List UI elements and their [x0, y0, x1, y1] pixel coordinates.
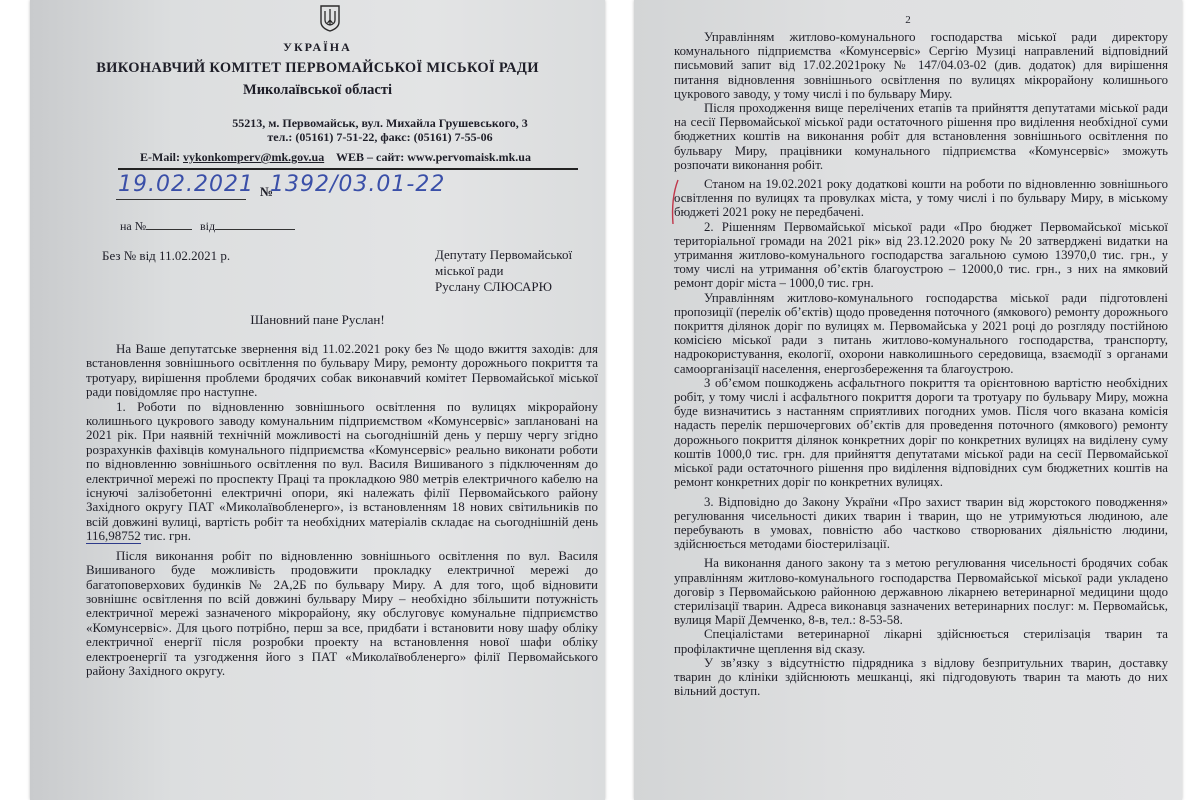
handwritten-date: 19.02.2021 — [118, 172, 254, 197]
letterhead-divider — [118, 168, 578, 170]
trident-emblem-icon — [318, 4, 342, 32]
country-heading: УКРАЇНА — [283, 40, 352, 54]
body-paragraph: Спеціалістами ветеринарної лікарні здійснюється стерилізація тварин та профілактичне щеплення від сказу. — [674, 627, 1168, 656]
letter-body-page-2 — [674, 30, 1168, 698]
body-paragraph: Управлінням житлово-комунального господарства міської ради підготовлені пропозиції (перелік об’єктів) щодо проведення поточного (ямкового) ремонту дорожнього покриття ділянок доріг по вулицях м. Первомайська у 2021 році до розгляду постійною комісією міської ради з питань житлово-комунального господарства, транспорту, надрокористування, екології, охорони навколишнього середовища, взаємодії з органами самоорганізації населення, енергозбереження та благоустрою. — [674, 290, 1168, 376]
body-paragraph: 2. Рішенням Первомайської міської ради «Про бюджет Первомайської міської територіальної громади на 2021 рік» від 23.12.2020 року № 20 затверджені видатки на утримання житлово-комунального господарства загальною сумою 13970,0 тис. грн., у тому числі на утримання об’єктів благоустрою – 12000,0 тис. грн., з них на ямковий ремонт доріг міста – 1000,0 тис. грн. — [674, 219, 1168, 291]
page-number: 2 — [905, 14, 911, 26]
paragraph-text: 1. Роботи по відновленню зовнішнього освітлення по вулицях мікрорайону колишнього цукрового заводу комунальним підприємством «Комунсервіс» заплановані на 2021 рік. При наявній технічній можливості на сьогоднішній день у першу чергу згідно розрахунків фахівців комунального підприємства «Комунсервіс» реально виконати роботи по відновленню зовнішнього освітлення по вул. Василя Вишиваного з підключенням до електричної мережі по проспекту Праці та прокладкою 980 метрів електричного кабелю на існуючі залізобетонні електричні опори, які належать філії Первомайського району Західного округу ПАТ «Миколаївобленерго», із встановленням 18 нових світильників по всій довжині вулиці, вартість робіт та необхідних матеріалів складає на сьогоднішній день — [86, 398, 598, 529]
letterhead-address — [180, 116, 580, 144]
body-paragraph: 3. Відповідно до Закону України «Про захист тварин від жорстокого поводження» регулювання чисельності диких тварин і тварин, що не утримуються людиною, але перебувають в умовах, повністю або частково створюваних діяльністю людини, здійснюється методами біостерилізації. — [674, 494, 1168, 552]
body-paragraph: Після виконання робіт по відновленню зовнішнього освітлення по вул. Василя Вишиваного буде можливість продовжити прокладку електричної мережі до багатоповерхових будинків № 2А,2Б по бульвару Миру. А для того, щоб відновити зовнішнє освітлення по всій довжині бульвару Миру – необхідно збільшити потужність електричної мережі зазначеного мікрорайону, яку обслуговує комунальне підприємство «Комунсервіс». Для цього потрібно, перш за все, придбати і встановити нову шафу обліку електричної енергії після розробки проекту на встановлення нової шафи обліку електроенергії та узгодження його з ПАТ «Миколаївобленерго» філії Первомайського району Західного округу. — [86, 547, 598, 678]
reply-date-field — [200, 219, 295, 234]
body-paragraph: Після проходження вище перелічених етапів та прийняття депутатами міської ради на сесії Первомайської міської ради остаточного рішення про виділення необхідної суми бюджетних коштів на виконання робіт для встановлення зовнішнього освітлення по бульвару Миру, працівники комунального підприємства «Комунсервіс» зможуть розпочати виконання робіт. — [674, 101, 1168, 172]
contact-line — [140, 150, 531, 165]
body-paragraph: На виконання даного закону та з метою регулювання чисельності бродячих собак управлінням житлово-комунального господарства Первомайської міської ради укладено договір з Первомайською районною державною лікарнею ветеринарної медицини щодо стерилізації тварин. Адреса виконавця зазначених ветеринарних послуг: м. Первомайськ, вулиця Марії Демченко, 8-в, тел.: 8-53-58. — [674, 556, 1168, 628]
organization-title: ВИКОНАВЧИЙ КОМІТЕТ ПЕРВОМАЙСЬКОЇ МІСЬКОЇ РАДИ — [96, 60, 539, 76]
addressee-line: Руслану СЛЮСАРЮ — [435, 279, 552, 294]
letter-page-2 — [634, 0, 1182, 800]
salutation: Шановний пане Руслан! — [250, 312, 385, 327]
body-paragraph: Станом на 19.02.2021 року додаткові кошти на роботи по відновленню зовнішнього освітлення по вулицях та провулках міста, у тому числі і по бульвару Миру, в міському бюджеті 2021 року не передбачені. — [674, 177, 1168, 220]
incoming-reference: Без № від 11.02.2021 р. — [102, 248, 231, 263]
letter-body-page-1 — [86, 342, 598, 678]
reply-to-label: на № — [120, 219, 147, 233]
addressee-block — [435, 247, 572, 295]
letter-page-1 — [30, 0, 605, 800]
reply-to-field — [120, 219, 192, 234]
address-line: 55213, м. Первомайськ, вул. Михайла Грушевського, 3 — [232, 116, 528, 130]
body-paragraph: У зв’язку з відсутністю підрядника з відлову безпритульних тварин, доставку тварин до клініки здійснюють мешканці, які підгодовують тварин та мають до них вільний доступ. — [674, 655, 1168, 699]
number-sign: № — [260, 184, 274, 199]
organization-region: Миколаївської області — [243, 82, 392, 98]
addressee-line: міської ради — [435, 263, 504, 278]
addressee-line: Депутату Первомайської — [435, 247, 573, 262]
reply-date-label: від — [200, 219, 216, 233]
email-link[interactable]: vykonkomperv@mk.gov.ua — [183, 150, 325, 164]
handwritten-registration-number: 1392/03.01-22 — [270, 172, 446, 197]
body-paragraph: Управлінням житлово-комунального господарства міської ради директору комунального підприємства «Комунсервіс» Сергію Музиці направлений відповідний письмовий запит від 17.02.2021року № 147/04.03-02 (див. додаток) для вирішення питання відновлення зовнішнього освітлення по вулицях мікрорайону колишнього цукрового заводу, у тому числі і по бульвару Миру. — [674, 30, 1168, 101]
date-underline — [116, 199, 246, 200]
body-paragraph: З об’ємом пошкоджень асфальтного покриття та орієнтовною вартістю необхідних робіт, у тому числі і асфальтного покриття дороги та тротуару по бульвару Миру, можна буде визначитись з настанням сприятливих погодних умов. Після чого вказана комісія надасть перелік першочергових об’єктів для проведення поточного (ямкового) ремонту дорожнього покриття ділянок конкретних доріг по конкретних вулицях на виділену суму коштів 1000,0 тис. грн. для прийняття депутатами міської ради на сесії Первомайської міської ради остаточного рішення про виділення відповідних сум бюджетних коштів на ремонт конкретних доріг по конкретних вулицях. — [674, 375, 1168, 490]
website-text: WEB – сайт: www.pervomaisk.mk.ua — [335, 150, 531, 164]
cost-amount: 116,98752 — [86, 528, 141, 544]
email-prefix: E-Mail: — [140, 150, 180, 164]
phone-line: тел.: (05161) 7-51-22, факс: (05161) 7-55-06 — [267, 130, 493, 144]
body-paragraph: На Ваше депутатське звернення від 11.02.2021 року без № щодо вжиття заходів: для встановлення зовнішнього освітлення по бульвару Миру, ремонту дорожнього покриття та тротуару, вирішення проблеми бродячих собак виконавчий комітет Первомайської міської ради повідомляє про наступне. — [86, 341, 598, 400]
body-paragraph — [86, 400, 598, 544]
cost-unit: тис. грн. — [144, 528, 191, 544]
